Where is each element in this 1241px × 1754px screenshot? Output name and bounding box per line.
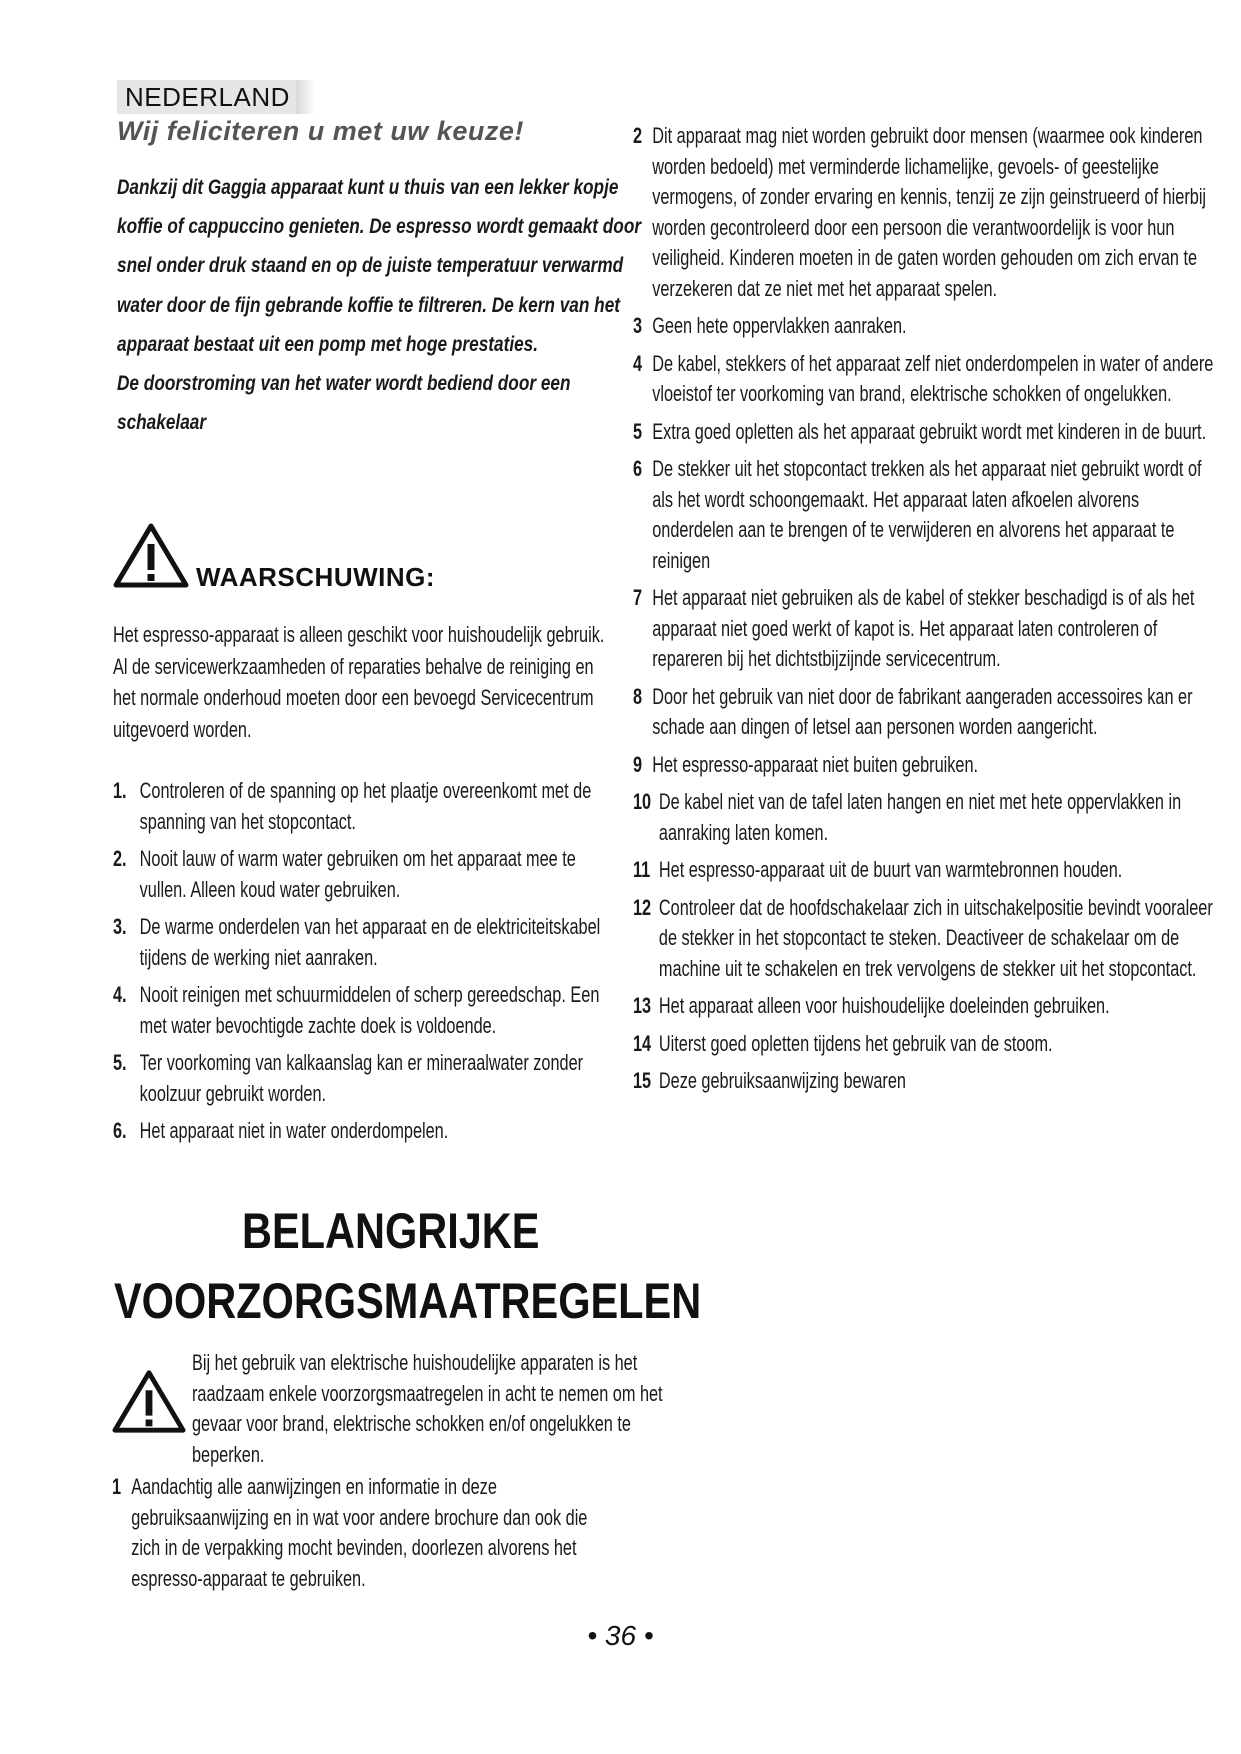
list-item	[633, 682, 1225, 743]
list-item-number: 4.	[113, 982, 127, 1007]
list-item	[113, 1116, 609, 1147]
list-item-text: Deze gebruiksaanwijzing bewaren	[658, 1068, 906, 1093]
list-item-number: 4	[633, 350, 643, 376]
list-item-number: 8	[633, 683, 643, 709]
precautions-warning-icon	[112, 1368, 186, 1439]
list-item-text: De kabel niet van de tafel laten hangen en niet met hete oppervlakken in aanraking laten komen.	[658, 789, 1182, 845]
list-item	[633, 855, 1225, 886]
list-item	[633, 417, 1225, 448]
precautions-list-right	[633, 121, 1225, 1104]
list-item-number: 9	[633, 751, 643, 777]
list-item-number: 3	[633, 313, 643, 338]
list-item-text: Aandachtig alle aanwijzingen en informatie in deze gebruiksaanwijzing en in wat voor andere brochure dan ook die zich in de verpakking mocht bevinden, doorlezen alvorens het espresso-apparaat te gebruiken.	[131, 1474, 588, 1591]
congrats-heading: Wij feliciteren u met uw keuze!	[117, 116, 524, 146]
list-item	[633, 750, 1225, 781]
list-item	[633, 121, 1225, 304]
warning-paragraph-1: Het espresso-apparaat is alleen geschikt voor huishoudelijk gebruik.	[113, 622, 605, 647]
page-number: • 36 •	[587, 1620, 654, 1651]
intro-text	[117, 168, 650, 442]
precautions-title-line-1: BELANGRIJKE	[242, 1203, 540, 1259]
list-item	[113, 844, 609, 905]
list-item-number: 15	[633, 1068, 652, 1093]
list-item-text: Nooit reinigen met schuurmiddelen of scherp gereedschap. Een met water bevochtigde zachte doek is voldoende.	[139, 982, 600, 1038]
list-item-text: Nooit lauw of warm water gebruiken om het apparaat mee te vullen. Alleen koud water gebruiken.	[139, 846, 576, 902]
list-item	[633, 991, 1225, 1022]
precautions-intro	[192, 1348, 666, 1470]
list-item-text: Ter voorkoming van kalkaanslag kan er mineraalwater zonder koolzuur gebruikt worden.	[139, 1050, 584, 1106]
list-item-number: 6.	[113, 1118, 127, 1143]
list-item	[113, 912, 609, 973]
list-item-number: 2	[633, 123, 643, 148]
list-item-text: Door het gebruik van niet door de fabrikant aangeraden accessoires kan er schade aan dingen of letsel aan personen worden aangericht.	[652, 683, 1193, 739]
list-item-text: Het apparaat niet gebruiken als de kabel of stekker beschadigd is of als het apparaat niet goed werkt of kapot is. Het apparaat laten controleren of repareren bij het dichtstbijzijnde servicecentrum.	[652, 585, 1195, 671]
list-item-number: 3.	[113, 914, 127, 939]
list-item-number: 1.	[113, 778, 127, 803]
precautions-intro-text: Bij het gebruik van elektrische huishoudelijke apparaten is het raadzaam enkele voorzorgsmaatregelen in acht te nemen om het gevaar voor brand, elektrische schokken en/of ongelukken te beperken.	[192, 1350, 663, 1467]
list-item-number: 5.	[113, 1050, 127, 1075]
list-item	[633, 893, 1225, 985]
list-item-text: De warme onderdelen van het apparaat en de elektriciteitskabel tijdens de werking niet aanraken.	[139, 914, 601, 970]
list-item-number: 12	[633, 894, 652, 920]
list-item-text: Het espresso-apparaat niet buiten gebruiken.	[652, 751, 979, 777]
precautions-list-left	[112, 1472, 615, 1601]
list-item-text: Extra goed opletten als het apparaat gebruikt wordt met kinderen in de buurt.	[652, 418, 1207, 444]
list-item-number: 1	[112, 1474, 122, 1499]
warning-icon	[113, 522, 189, 593]
warning-list	[113, 776, 609, 1154]
list-item	[113, 1048, 609, 1109]
list-item	[113, 980, 609, 1041]
list-item	[633, 1029, 1225, 1060]
list-item-number: 11	[633, 857, 651, 882]
list-item	[112, 1472, 615, 1594]
intro-paragraph-2: De doorstroming van het water wordt bediend door een schakelaar	[117, 372, 571, 435]
list-item-number: 13	[633, 993, 652, 1018]
list-item-number: 6	[633, 456, 643, 481]
list-item-text: Uiterst goed opletten tijdens het gebruik van de stoom.	[658, 1030, 1053, 1056]
list-item-text: Controleer dat de hoofdschakelaar zich in uitschakelpositie bevindt vooraleer de stekker in het stopcontact te steken. Deactiveer de schakelaar om de machine uit te schakelen en trek vervolgens de stekker uit het stopcontact.	[658, 894, 1213, 981]
warning-text	[113, 619, 609, 745]
list-item-text: Dit apparaat mag niet worden gebruikt door mensen (waarmee ook kinderen worden bedoeld) met verminderde lichamelijke, gevoels- of geestelijke vermogens, of zonder ervaring en kennis, tenzij ze zijn geinstrueerd of hierbij worden gecontroleerd door een persoon die verantwoordelijk is voor hun veiligheid. Kinderen moeten in de gaten worden gehouden om zich ervan te verzekeren dat ze niet met het apparaat spelen.	[652, 123, 1207, 301]
list-item	[113, 776, 609, 837]
list-item-text: De stekker uit het stopcontact trekken als het apparaat niet gebruikt wordt of als het wordt schoongemaakt. Het apparaat laten afkoelen alvorens onderdelen aan te brengen of te verwijderen en alvorens het apparaat te reinigen	[652, 456, 1202, 573]
list-item-number: 5	[633, 418, 643, 444]
list-item	[633, 787, 1225, 848]
list-item-number: 2.	[113, 846, 127, 871]
list-item-text: Het apparaat alleen voor huishoudelijke doeleinden gebruiken.	[658, 993, 1110, 1018]
list-item	[633, 349, 1225, 410]
list-item	[633, 311, 1225, 342]
list-item	[633, 454, 1225, 576]
precautions-title-line-2: VOORZORGSMAATREGELEN	[114, 1273, 702, 1329]
list-item	[633, 583, 1225, 675]
list-item-number: 10	[633, 789, 652, 814]
list-item-text: Controleren of de spanning op het plaatje overeenkomt met de spanning van het stopcontact.	[139, 778, 592, 834]
list-item	[633, 1066, 1225, 1097]
warning-title: WAARSCHUWING:	[196, 562, 436, 592]
list-item-text: Het espresso-apparaat uit de buurt van warmtebronnen houden.	[658, 857, 1123, 882]
intro-paragraph-1: Dankzij dit Gaggia apparaat kunt u thuis van een lekker kopje koffie of cappuccino genieten. De espresso wordt gemaakt door snel onder druk staand en op de juiste temperatuur verwarmd water door de fijn gebrande koffie te filtreren. De kern van het apparaat bestaat uit een pomp met hoge prestaties.	[117, 176, 642, 356]
list-item-text: Geen hete oppervlakken aanraken.	[652, 313, 907, 338]
language-label: NEDERLAND	[117, 80, 296, 114]
list-item-text: Het apparaat niet in water onderdompelen.	[139, 1118, 449, 1143]
list-item-number: 7	[633, 585, 643, 610]
list-item-text: De kabel, stekkers of het apparaat zelf niet onderdompelen in water of andere vloeistof ter voorkoming van brand, elektrische schokken of ongelukken.	[652, 350, 1214, 406]
list-item-number: 14	[633, 1030, 652, 1056]
warning-paragraph-2: Al de servicewerkzaamheden of reparaties behalve de reiniging en het normale onderhoud moeten door een bevoegd Servicecentrum uitgevoerd worden.	[113, 653, 594, 742]
